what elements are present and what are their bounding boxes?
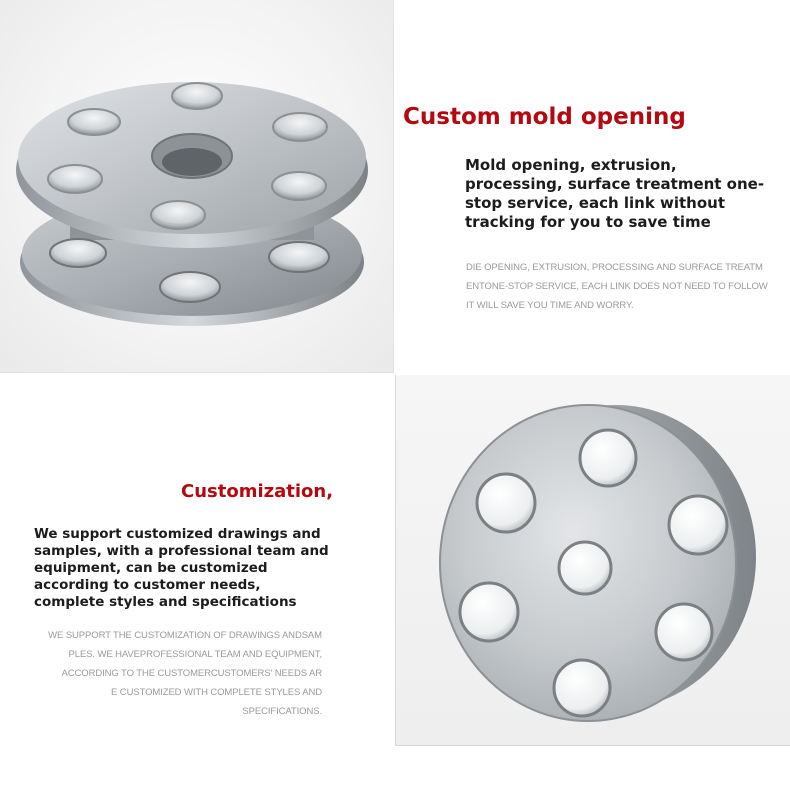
caps-line: SPECIFICATIONS.	[242, 706, 322, 717]
spool-front-illustration	[396, 375, 790, 745]
body-customization: We support customized drawings and samples, with a professional team and equipment, can be customized according to customer needs, complete styles and specifications	[34, 526, 329, 610]
text-block-custom-mold	[396, 0, 790, 373]
caps-description-custom-mold	[466, 258, 786, 315]
caps-line: ACCORDING TO THE CUSTOMERCUSTOMERS' NEEDS AR	[61, 668, 322, 679]
product-photo-spool-angled	[0, 0, 394, 373]
caps-line: DIE OPENING, EXTRUSION, PROCESSING AND SURFACE TREATM	[466, 262, 763, 273]
body-custom-mold-opening: Mold opening, extrusion, processing, surface treatment one-stop service, each link without tracking for you to save time	[465, 156, 765, 231]
caps-line: WE SUPPORT THE CUSTOMIZATION OF DRAWINGS ANDSAM	[48, 630, 322, 641]
heading-customization: Customization,	[181, 481, 334, 502]
caps-line: ENTONE-STOP SERVICE, EACH LINK DOES NOT NEED TO FOLLOW	[466, 281, 768, 292]
product-photo-spool-front	[395, 375, 790, 746]
caps-line: PLES. WE HAVEPROFESSIONAL TEAM AND EQUIPMENT,	[68, 649, 322, 660]
heading-custom-mold-opening: Custom mold opening	[403, 104, 686, 130]
caps-line: E CUSTOMIZED WITH COMPLETE STYLES AND	[111, 687, 322, 698]
caps-description-customization	[34, 626, 322, 721]
text-block-customization	[0, 375, 394, 792]
caps-line: IT WILL SAVE YOU TIME AND WORRY.	[466, 300, 634, 311]
spool-angled-illustration	[0, 0, 394, 373]
